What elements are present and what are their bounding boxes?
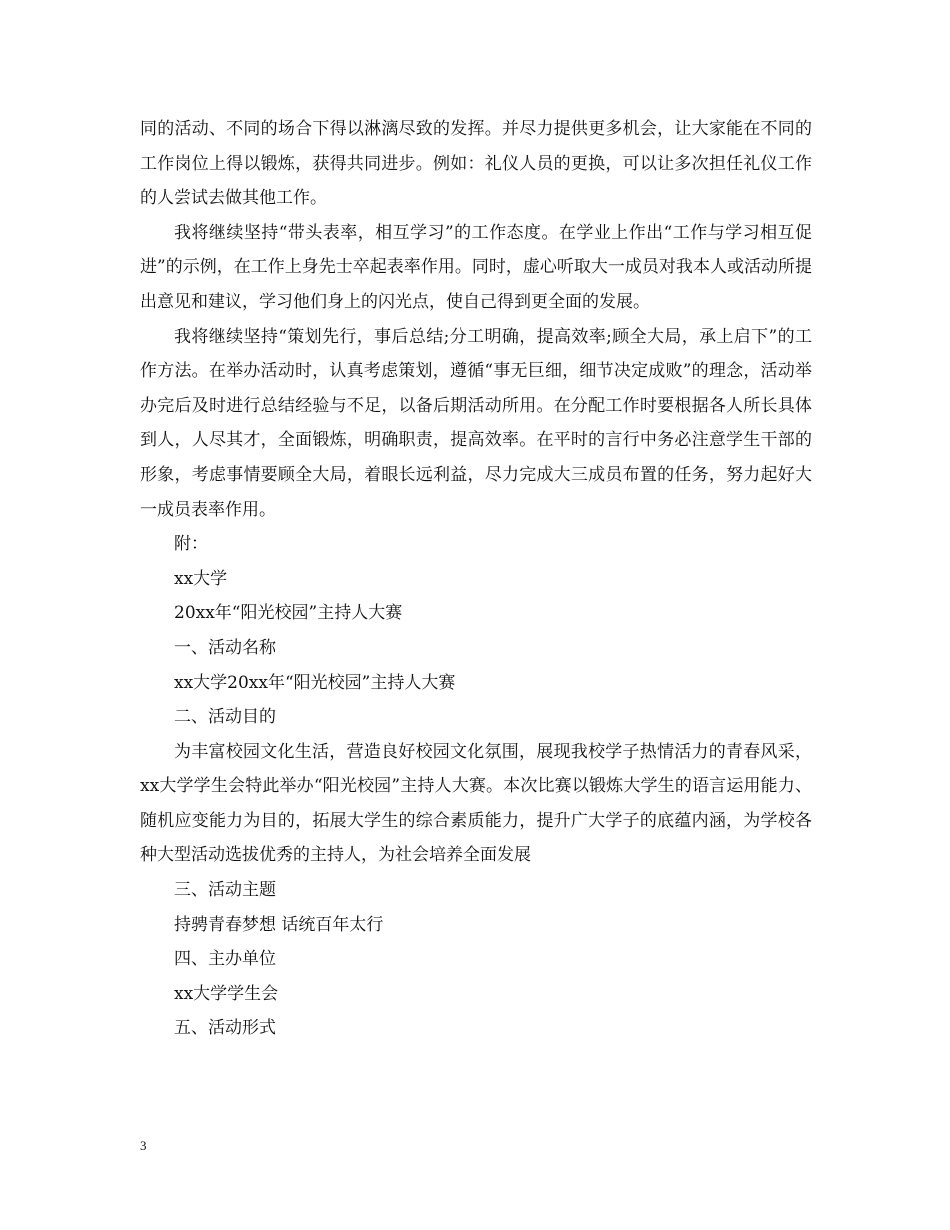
section-heading-activity-purpose: 二、活动目的 (174, 707, 276, 728)
contest-title: 20xx年“阳光校园”主持人大赛 (174, 603, 403, 624)
section-heading-activity-format: 五、活动形式 (174, 1018, 276, 1039)
document-body (140, 112, 812, 1046)
section-heading-activity-theme: 三、活动主题 (174, 880, 276, 901)
section-heading-activity-name: 一、活动名称 (174, 637, 276, 658)
section-heading-organizer: 四、主办单位 (174, 949, 276, 970)
organizer-text: xx大学学生会 (174, 983, 279, 1004)
activity-name-text: xx大学20xx年“阳光校园”主持人大赛 (174, 672, 456, 693)
page-number: 3 (140, 1138, 147, 1153)
activity-theme-text: 持骋青春梦想 话统百年太行 (174, 914, 384, 935)
activity-purpose-text: 为丰富校园文化生活，营造良好校园文化氛围，展现我校学子热情活力的青春风采，xx大学学生会特此举办“阳光校园”主持人大赛。本次比赛以锻炼大学生的语言运用能力、随机应变能力为目的，拓展大学生的综合素质能力，提升广大学子的底蕴内涵，为学校各种大型活动选拔优秀的主持人，为社会培养全面发展 (140, 741, 812, 866)
paragraph-continuation: 同的活动、不同的场合下得以淋漓尽致的发挥。并尽力提供更多机会，让大家能在不同的工作岗位上得以锻炼，获得共同进步。例如：礼仪人员的更换，可以让多次担任礼仪工作的人尝试去做其他工作。 (140, 119, 812, 209)
paragraph-work-method: 我将继续坚持“策划先行，事后总结;分工明确，提高效率;顾全大局，承上启下”的工作方法。在举办活动时，认真考虑策划，遵循“事无巨细，细节决定成败”的理念，活动举办完后及时进行总结经验与不足，以备后期活动所用。在分配工作时要根据各人所长具体到人，人尽其才，全面锻炼，明确职责，提高效率。在平时的言行中务必注意学生干部的形象，考虑事情要顾全大局，着眼长远利益，尽力完成大三成员布置的任务，努力起好大一成员表率作用。 (140, 326, 812, 520)
university-name: xx大学 (174, 568, 228, 589)
appendix-label: 附： (174, 534, 208, 555)
paragraph-work-attitude: 我将继续坚持“带头表率，相互学习”的工作态度。在学业上作出“工作与学习相互促进”的示例，在工作上身先士卒起表率作用。同时，虚心听取大一成员对我本人或活动所提出意见和建议，学习他们身上的闪光点，使自己得到更全面的发展。 (140, 222, 812, 312)
